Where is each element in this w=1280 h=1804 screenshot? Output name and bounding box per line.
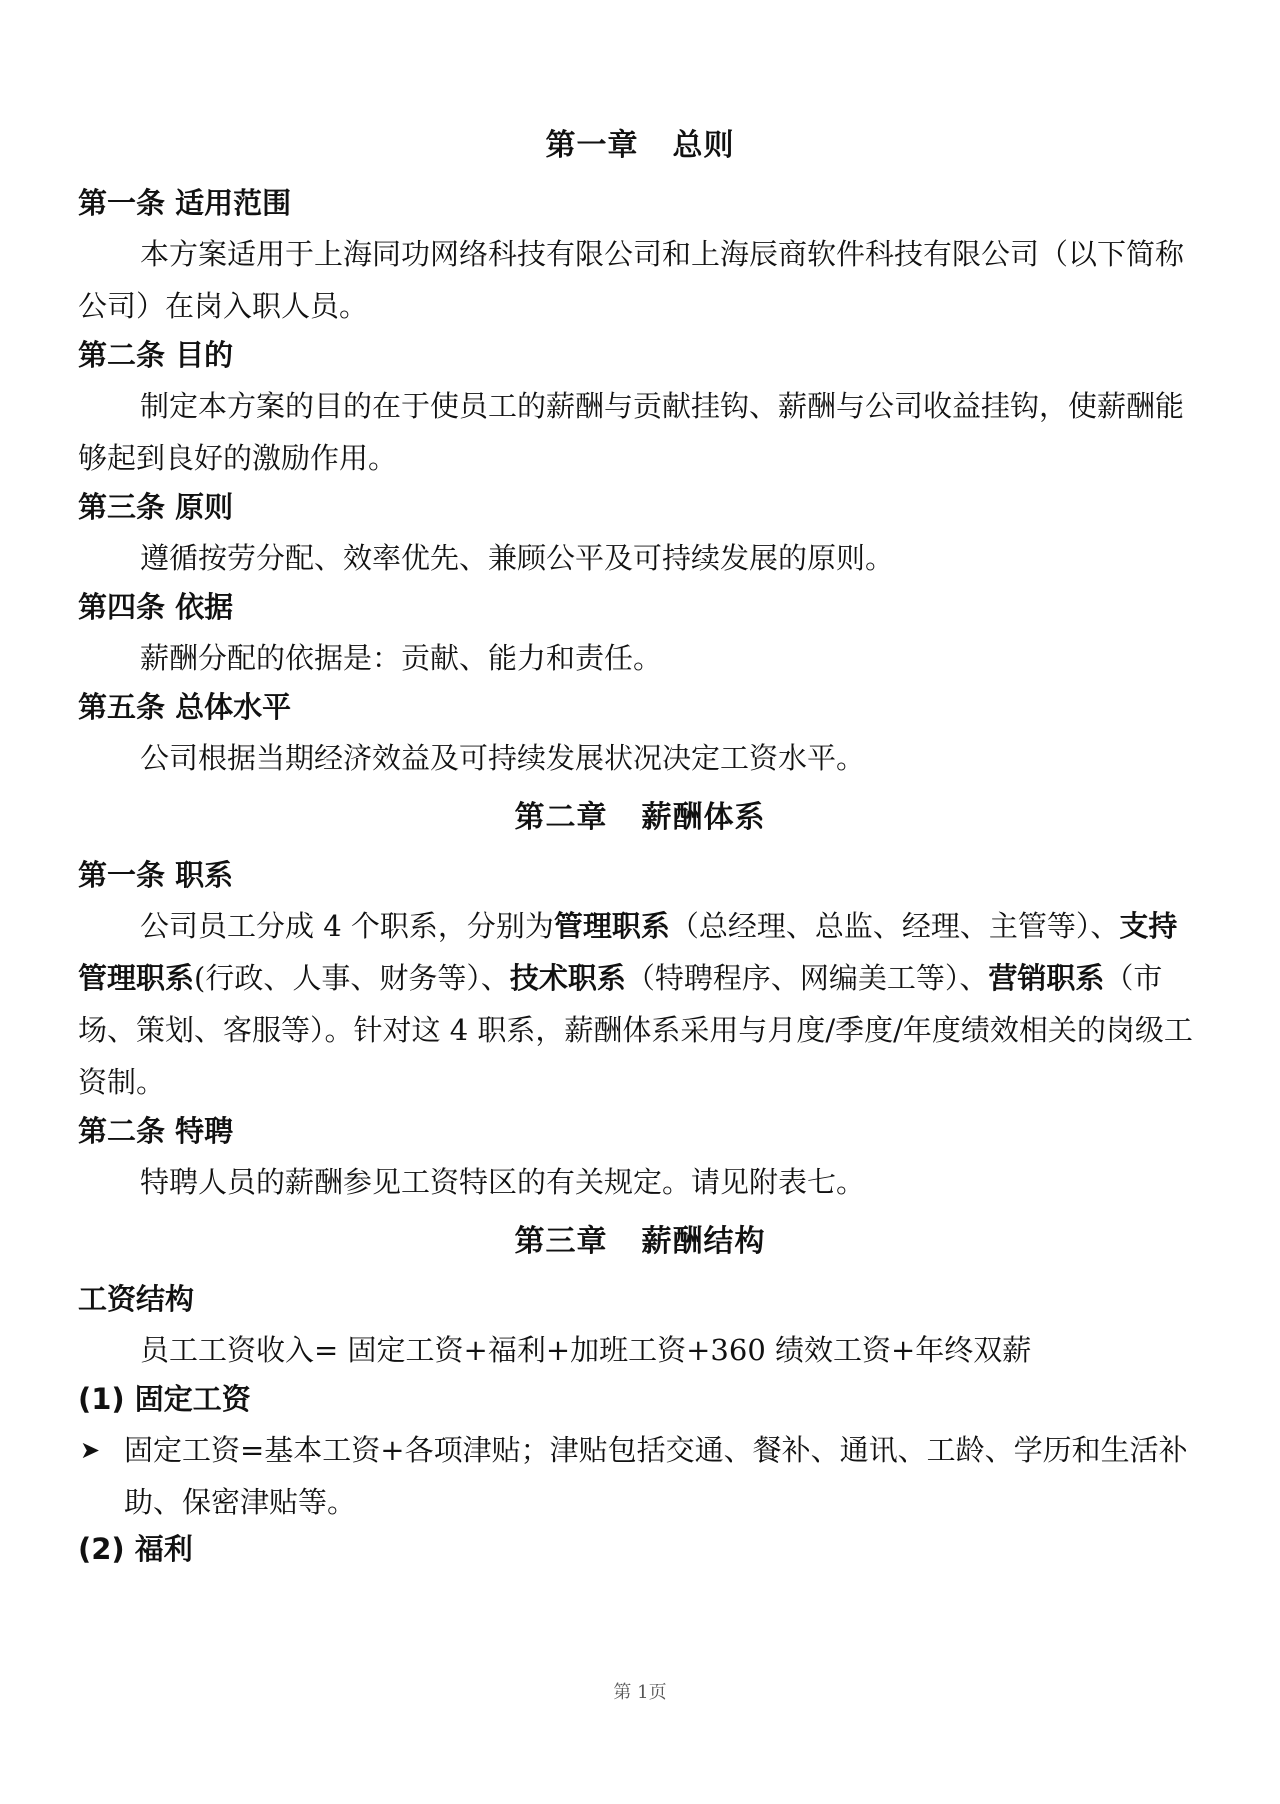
ch2-a1-bold-technical: 技术职系: [509, 961, 626, 995]
ch2-a1-bold-support: 支持管理职系: [78, 909, 1178, 995]
ch2-a1-text-4: （特聘程序、网编美工等）、: [625, 961, 989, 995]
ch3-fixed-bullet-text: 固定工资=基本工资+各项津贴；津贴包括交通、餐补、通讯、工龄、学历和生活补助、保密津贴等。: [124, 1433, 1188, 1519]
ch1-article-4-text: 薪酬分配的依据是：贡献、能力和责任。: [140, 641, 663, 675]
chapter-1-number: 第一章: [545, 128, 639, 163]
ch1-article-1-heading: 第一条 适用范围: [78, 186, 292, 220]
ch3-structure-formula: 员工工资收入= 固定工资+福利+加班工资+360 绩效工资+年终双薪: [140, 1333, 1032, 1367]
document-page: [78, 112, 1202, 1574]
ch2-article-1-text: [78, 900, 1202, 1108]
ch3-fixed-heading: (1) 固定工资: [78, 1382, 251, 1416]
ch1-article-2-heading: 第二条 目的: [78, 338, 234, 372]
ch2-article-1-heading: 第一条 职系: [78, 858, 234, 892]
chapter-3-name: 薪酬结构: [641, 1224, 766, 1259]
ch2-a1-text-2: （总经理、总监、经理、主管等）、: [669, 909, 1120, 943]
chapter-2-number: 第二章: [514, 800, 608, 835]
chapter-3-title: [78, 1222, 1202, 1262]
ch2-article-2-heading: 第二条 特聘: [78, 1114, 234, 1148]
ch2-a1-text-3: (行政、人事、财务等）、: [194, 961, 510, 995]
chapter-2-title: [78, 798, 1202, 838]
ch1-article-5-text: 公司根据当期经济效益及可持续发展状况决定工资水平。: [140, 741, 866, 775]
arrow-right-icon: ➤: [80, 1436, 101, 1464]
ch3-structure-heading: 工资结构: [78, 1282, 195, 1316]
ch3-fixed-bullet: [78, 1424, 1202, 1528]
ch1-article-3-text: 遵循按劳分配、效率优先、兼顾公平及可持续发展的原则。: [140, 541, 895, 575]
chapter-1-title: [78, 126, 1202, 166]
ch2-a1-bold-management: 管理职系: [553, 909, 670, 943]
ch1-article-5-heading: 第五条 总体水平: [78, 690, 292, 724]
ch1-article-3-heading: 第三条 原则: [78, 490, 234, 524]
ch1-article-4-heading: 第四条 依据: [78, 590, 234, 624]
ch2-a1-text-5: （市场、策划、客服等）。针对这 4 职系，薪酬体系采用与月度/季度/年度绩效相关的岗级工资制。: [78, 961, 1193, 1099]
ch2-a1-text-1: 公司员工分成 4 个职系，分别为: [140, 909, 554, 943]
chapter-3-number: 第三章: [514, 1224, 608, 1259]
ch2-article-2-text: 特聘人员的薪酬参见工资特区的有关规定。请见附表七。: [140, 1165, 866, 1199]
chapter-1-name: 总则: [672, 128, 735, 163]
ch2-a1-bold-marketing: 营销职系: [988, 961, 1105, 995]
page-number: 第 1页: [613, 1682, 667, 1703]
chapter-2-name: 薪酬体系: [641, 800, 766, 835]
ch1-article-1-text: 本方案适用于上海同功网络科技有限公司和上海辰商软件科技有限公司（以下简称公司）在岗入职人员。: [78, 237, 1185, 323]
ch3-welfare-heading: (2) 福利: [78, 1532, 193, 1566]
ch1-article-2-text: 制定本方案的目的在于使员工的薪酬与贡献挂钩、薪酬与公司收益挂钩，使薪酬能够起到良好的激励作用。: [78, 389, 1185, 475]
